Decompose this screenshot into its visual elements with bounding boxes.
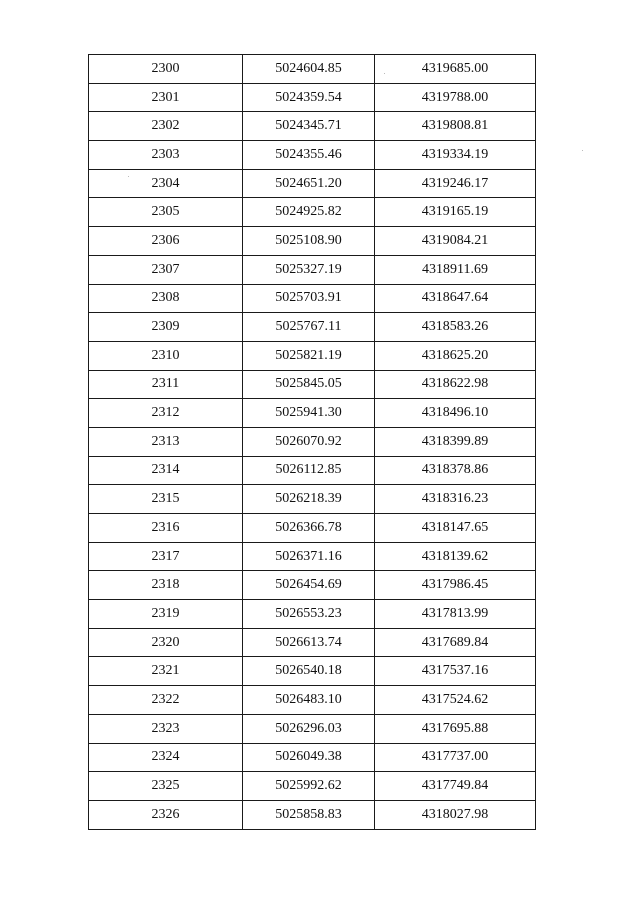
y-coordinate-cell: 4319808.81 — [375, 112, 536, 141]
table-row — [89, 255, 536, 284]
table-row — [89, 485, 536, 514]
point-number-cell: 2326 — [89, 800, 243, 829]
x-coordinate-cell: 5026483.10 — [243, 686, 375, 715]
x-coordinate-cell: 5026112.85 — [243, 456, 375, 485]
x-coordinate-cell: 5024355.46 — [243, 141, 375, 170]
point-number-cell: 2302 — [89, 112, 243, 141]
point-number-cell: 2300 — [89, 55, 243, 84]
point-number-cell: 2310 — [89, 341, 243, 370]
x-coordinate-cell: 5025327.19 — [243, 255, 375, 284]
x-coordinate-cell: 5026366.78 — [243, 514, 375, 543]
table-row — [89, 743, 536, 772]
scan-speck — [128, 176, 129, 177]
x-coordinate-cell: 5026553.23 — [243, 600, 375, 629]
table-row — [89, 198, 536, 227]
point-number-cell: 2305 — [89, 198, 243, 227]
x-coordinate-cell: 5026371.16 — [243, 542, 375, 571]
point-number-cell: 2306 — [89, 227, 243, 256]
table-row — [89, 55, 536, 84]
table-row — [89, 657, 536, 686]
y-coordinate-cell: 4318622.98 — [375, 370, 536, 399]
point-number-cell: 2322 — [89, 686, 243, 715]
table-row — [89, 628, 536, 657]
table-row — [89, 514, 536, 543]
x-coordinate-cell: 5024651.20 — [243, 169, 375, 198]
table-row — [89, 714, 536, 743]
x-coordinate-cell: 5025858.83 — [243, 800, 375, 829]
y-coordinate-cell: 4317749.84 — [375, 772, 536, 801]
y-coordinate-cell: 4317695.88 — [375, 714, 536, 743]
y-coordinate-cell: 4317524.62 — [375, 686, 536, 715]
table-row — [89, 800, 536, 829]
y-coordinate-cell: 4318139.62 — [375, 542, 536, 571]
table-row — [89, 600, 536, 629]
coordinate-table — [88, 54, 536, 830]
y-coordinate-cell: 4319084.21 — [375, 227, 536, 256]
x-coordinate-cell: 5026049.38 — [243, 743, 375, 772]
x-coordinate-cell: 5026613.74 — [243, 628, 375, 657]
point-number-cell: 2304 — [89, 169, 243, 198]
table-row — [89, 341, 536, 370]
table-row — [89, 227, 536, 256]
table-row — [89, 313, 536, 342]
y-coordinate-cell: 4319685.00 — [375, 55, 536, 84]
point-number-cell: 2312 — [89, 399, 243, 428]
table-row — [89, 370, 536, 399]
y-coordinate-cell: 4318147.65 — [375, 514, 536, 543]
x-coordinate-cell: 5025767.11 — [243, 313, 375, 342]
y-coordinate-cell: 4317737.00 — [375, 743, 536, 772]
point-number-cell: 2325 — [89, 772, 243, 801]
y-coordinate-cell: 4317537.16 — [375, 657, 536, 686]
table-row — [89, 772, 536, 801]
x-coordinate-cell: 5026454.69 — [243, 571, 375, 600]
y-coordinate-cell: 4317689.84 — [375, 628, 536, 657]
point-number-cell: 2313 — [89, 427, 243, 456]
y-coordinate-cell: 4319334.19 — [375, 141, 536, 170]
table-row — [89, 456, 536, 485]
x-coordinate-cell: 5024925.82 — [243, 198, 375, 227]
y-coordinate-cell: 4318027.98 — [375, 800, 536, 829]
table-row — [89, 427, 536, 456]
point-number-cell: 2315 — [89, 485, 243, 514]
x-coordinate-cell: 5025941.30 — [243, 399, 375, 428]
x-coordinate-cell: 5025821.19 — [243, 341, 375, 370]
y-coordinate-cell: 4319788.00 — [375, 83, 536, 112]
point-number-cell: 2309 — [89, 313, 243, 342]
table-row — [89, 571, 536, 600]
table-row — [89, 542, 536, 571]
y-coordinate-cell: 4318496.10 — [375, 399, 536, 428]
table-row — [89, 83, 536, 112]
table-row — [89, 169, 536, 198]
y-coordinate-cell: 4318911.69 — [375, 255, 536, 284]
x-coordinate-cell: 5025108.90 — [243, 227, 375, 256]
point-number-cell: 2324 — [89, 743, 243, 772]
point-number-cell: 2307 — [89, 255, 243, 284]
y-coordinate-cell: 4318378.86 — [375, 456, 536, 485]
y-coordinate-cell: 4318316.23 — [375, 485, 536, 514]
table-row — [89, 686, 536, 715]
y-coordinate-cell: 4318399.89 — [375, 427, 536, 456]
x-coordinate-cell: 5024359.54 — [243, 83, 375, 112]
scan-speck — [582, 150, 583, 151]
table-row — [89, 112, 536, 141]
table-row — [89, 141, 536, 170]
point-number-cell: 2320 — [89, 628, 243, 657]
point-number-cell: 2308 — [89, 284, 243, 313]
point-number-cell: 2319 — [89, 600, 243, 629]
x-coordinate-cell: 5024604.85 — [243, 55, 375, 84]
y-coordinate-cell: 4319165.19 — [375, 198, 536, 227]
y-coordinate-cell: 4318647.64 — [375, 284, 536, 313]
x-coordinate-cell: 5026296.03 — [243, 714, 375, 743]
x-coordinate-cell: 5025992.62 — [243, 772, 375, 801]
point-number-cell: 2314 — [89, 456, 243, 485]
x-coordinate-cell: 5025703.91 — [243, 284, 375, 313]
point-number-cell: 2311 — [89, 370, 243, 399]
y-coordinate-cell: 4317813.99 — [375, 600, 536, 629]
x-coordinate-cell: 5026540.18 — [243, 657, 375, 686]
point-number-cell: 2321 — [89, 657, 243, 686]
scan-speck — [384, 73, 385, 74]
x-coordinate-cell: 5026070.92 — [243, 427, 375, 456]
point-number-cell: 2317 — [89, 542, 243, 571]
point-number-cell: 2301 — [89, 83, 243, 112]
point-number-cell: 2303 — [89, 141, 243, 170]
point-number-cell: 2318 — [89, 571, 243, 600]
point-number-cell: 2316 — [89, 514, 243, 543]
table-row — [89, 284, 536, 313]
x-coordinate-cell: 5025845.05 — [243, 370, 375, 399]
x-coordinate-cell: 5026218.39 — [243, 485, 375, 514]
y-coordinate-cell: 4318625.20 — [375, 341, 536, 370]
y-coordinate-cell: 4319246.17 — [375, 169, 536, 198]
x-coordinate-cell: 5024345.71 — [243, 112, 375, 141]
point-number-cell: 2323 — [89, 714, 243, 743]
y-coordinate-cell: 4318583.26 — [375, 313, 536, 342]
table-row — [89, 399, 536, 428]
y-coordinate-cell: 4317986.45 — [375, 571, 536, 600]
